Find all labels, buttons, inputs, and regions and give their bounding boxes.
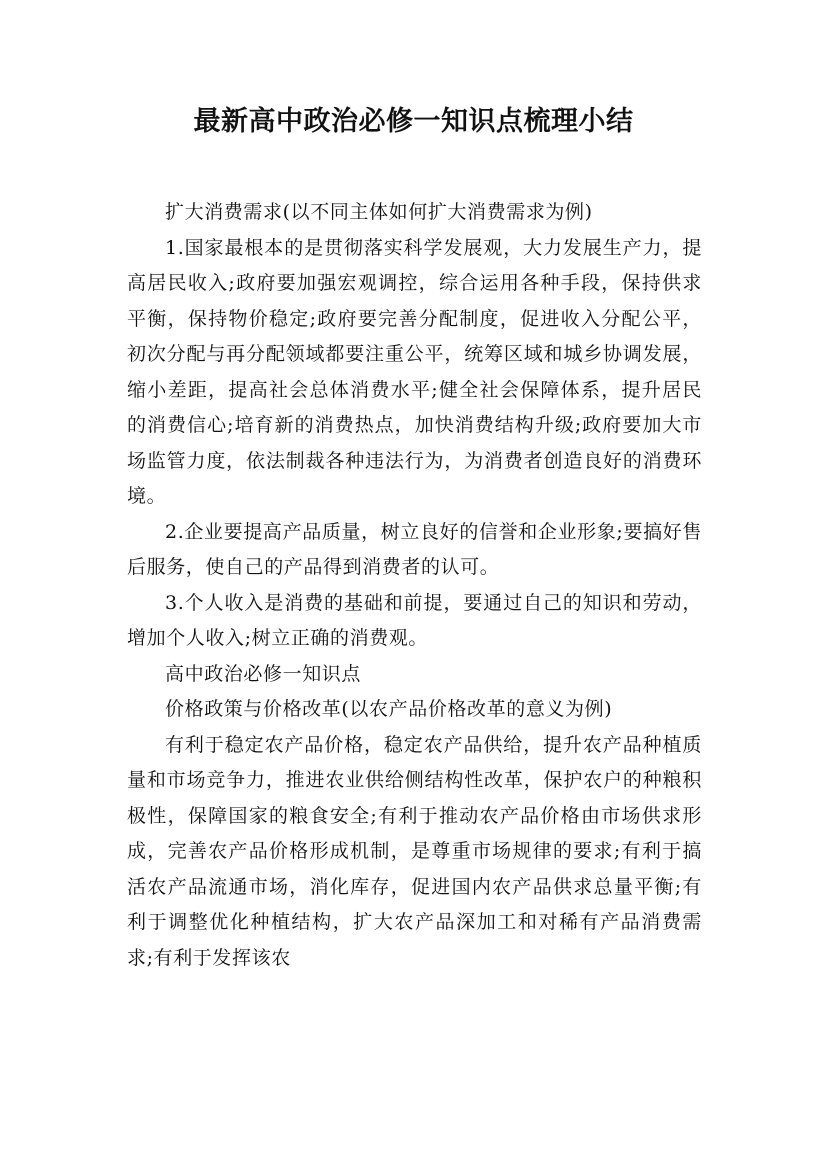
document-body	[127, 195, 702, 976]
paragraph-heading-price-reform: 价格政策与价格改革(以农产品价格改革的意义为例)	[165, 698, 613, 720]
paragraph-enterprise-measures: 2.企业要提高产品质量，树立良好的信誉和企业形象;要搞好售后服务，使自己的产品得到消费者的认可。	[127, 520, 702, 578]
paragraph-national-measures: 1.国家最根本的是贯彻落实科学发展观，大力发展生产力，提高居民收入;政府要加强宏观调控，综合运用各种手段，保持供求平衡，保持物价稳定;政府要完善分配制度，促进收入分配公平，初次分配与再分配领域都要注重公平，统筹区域和城乡协调发展，缩小差距，提高社会总体消费水平;健全社会保障体系，提升居民的消费信心;培育新的消费热点，加快消费结构升级;政府要加大市场监管力度，依法制裁各种违法行为，为消费者创造良好的消费环境。	[127, 236, 702, 507]
paragraph-personal-measures: 3.个人收入是消费的基础和前提，要通过自己的知识和劳动，增加个人收入;树立正确的消费观。	[127, 591, 702, 649]
paragraph-heading-consumption: 扩大消费需求(以不同主体如何扩大消费需求为例)	[165, 201, 593, 223]
document-title: 最新高中政治必修一知识点梳理小结	[193, 106, 634, 137]
paragraph-price-reform-significance: 有利于稳定农产品价格，稳定农产品供给，提升农产品种植质量和市场竞争力，推进农业供给侧结构性改革，保护农户的种粮积极性，保障国家的粮食安全;有利于推动农产品价格由市场供求形成，完善农产品价格形成机制，是尊重市场规律的要求;有利于搞活农产品流通市场，消化库存，促进国内农产品供求总量平衡;有利于调整优化种植结构，扩大农产品深加工和对稀有产品消费需求;有利于发挥该农	[127, 733, 702, 969]
paragraph-section-label: 高中政治必修一知识点	[165, 662, 362, 685]
